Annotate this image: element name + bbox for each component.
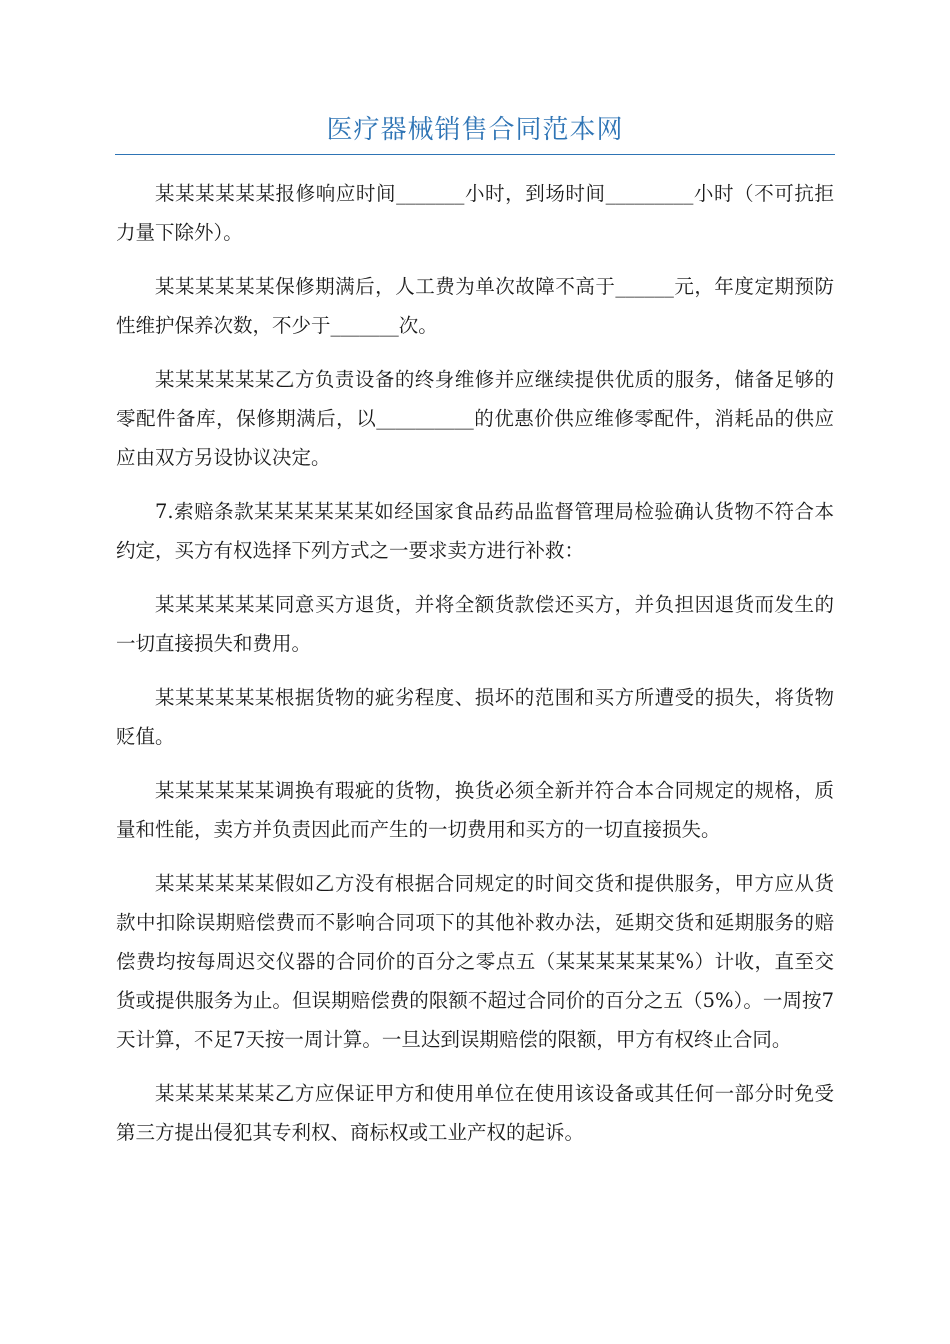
paragraph-labor-fee: 某某某某某某保修期满后，人工费为单次故障不高于______元，年度定期预防性维护保养次数，不少于_______次。 (116, 275, 834, 337)
document-body (116, 174, 834, 1167)
paragraph-depreciation: 某某某某某某根据货物的疵劣程度、损坏的范围和买方所遭受的损失，将货物贬值。 (116, 686, 834, 748)
paragraph-response-time: 某某某某某某报修响应时间_______小时，到场时间_________小时（不可抗拒力量下除外）。 (116, 182, 834, 244)
paragraph-replacement: 某某某某某某调换有瑕疵的货物，换货必须全新并符合本合同规定的规格，质量和性能，卖方并负责因此而产生的一切费用和买方的一切直接损失。 (116, 779, 834, 841)
paragraph-return-goods: 某某某某某某同意买方退货，并将全额货款偿还买方，并负担因退货而发生的一切直接损失和费用。 (116, 593, 834, 655)
paragraph-delay-penalty: 某某某某某某假如乙方没有根据合同规定的时间交货和提供服务，甲方应从货款中扣除误期赔偿费而不影响合同项下的其他补救办法，延期交货和延期服务的赔偿费均按每周迟交仪器的合同价的百分之零点五（某某某某某某%）计收，直至交货或提供服务为止。但误期赔偿费的限额不超过合同价的百分之五（5%）。一周按7天计算，不足7天按一周计算。一旦达到误期赔偿的限额，甲方有权终止合同。 (116, 872, 834, 1051)
paragraph-lifetime-maintenance: 某某某某某某乙方负责设备的终身维修并应继续提供优质的服务，储备足够的零配件备库，保修期满后，以__________的优惠价供应维修零配件，消耗品的供应应由双方另设协议决定。 (116, 368, 834, 469)
paragraph-ip-protection: 某某某某某某乙方应保证甲方和使用单位在使用该设备或其任何一部分时免受第三方提出侵犯其专利权、商标权或工业产权的起诉。 (116, 1082, 834, 1144)
title-underline (115, 154, 835, 155)
page-title: 医疗器械销售合同范本网 (326, 115, 624, 145)
paragraph-claims-clause: 7.索赔条款某某某某某某如经国家食品药品监督管理局检验确认货物不符合本约定，买方有权选择下列方式之一要求卖方进行补救： (116, 500, 834, 562)
